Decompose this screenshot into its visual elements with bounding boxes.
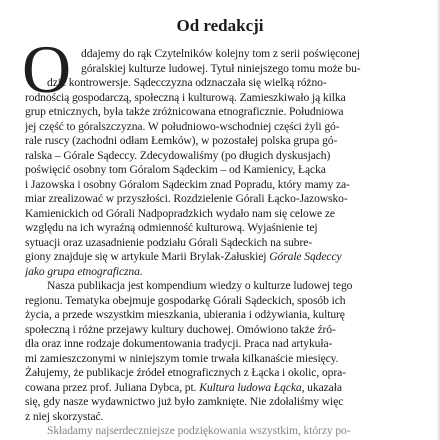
- text-line: Żałujemy, że publikacje źródeł etnograficznych z Łącka i okolic, opra-: [25, 366, 346, 379]
- text-line: Składamy najserdeczniejsze podziękowania wszystkim, którzy po-: [47, 424, 351, 437]
- text-line: cowana przez prof. Juliana Dybca, pt. Kultura ludowa Łącka, ukazała: [25, 380, 342, 394]
- text-line: ddajemy do rąk Czytelników kolejny tom z serii poświęconej: [81, 47, 360, 60]
- text-line: się, gdy nasze wydawnictwo już było zamknięte. Nie zdołaliśmy więc: [25, 395, 344, 408]
- text-line: dzić kontrowersje. Sądecczyzna odznaczała się wielką różno-: [47, 76, 327, 89]
- text-line: życia, a przede wszystkim mieszkania, ubierania i odżywiania, kulturę: [25, 308, 345, 321]
- text-line: jej część to góralszczyzna. W południowo-wschodniej części żyli gó-: [25, 119, 340, 133]
- text-line: sytuacji oraz uzasadnienie podziału Górali Sądeckich na subre-: [25, 235, 313, 249]
- page-edge-shadow: [436, 0, 440, 440]
- text-line: jako grupa etnograficzna.: [25, 264, 143, 278]
- text-line: dła oraz inne rodzaje dokumentowania tradycji. Praca nad artykuła-: [25, 337, 333, 350]
- section-title: Od redakcji: [176, 16, 264, 35]
- text-line: mi zamieszczonymi w niniejszym tomie trwała kilkanaście miesięcy.: [25, 351, 339, 365]
- text-line: poświęcić osobny tom Góralom Sądeckim – od Kamienicy, Łącka: [25, 163, 326, 176]
- drop-cap: O: [22, 31, 72, 107]
- text-line: miar zrealizować w przyszłości. Rozdzielenie Górali Łącko-Jazowsko-: [25, 192, 348, 205]
- text-line: regionu. Tematyka obejmuje gospodarkę Górali Sądeckich, sposób ich: [25, 293, 346, 307]
- text-line: Kamienickich od Górali Nadpopradzkich wydało nam się celowe ze: [25, 206, 335, 220]
- text-line: względu na ich wyraźną odmienność kulturową. Wyjaśnienie tej: [25, 221, 318, 234]
- text-line: grup etnicznych, była także zróżnicowana etnograficznie. Południowa: [25, 105, 344, 118]
- text-line: rodnością gospodarczą, społeczną i kulturową. Zamieszkiwało ją kilka: [25, 90, 346, 104]
- body-text: [25, 47, 425, 439]
- text-line: z niej skorzystać.: [25, 409, 104, 423]
- text-line: ralska – Górale Sądeccy. Zdecydowaliśmy (po długich dyskusjach): [25, 148, 331, 162]
- text-line: giony znajduje się w artykule Marii Brylak-Załuskiej Górale Sądeccy: [25, 250, 342, 263]
- text-line: społeczną i różne przejawy kultury duchowej. Omówiono także źró-: [25, 322, 336, 336]
- text-line: rale ruscy (zachodni odłam Łemków), w pozostałej polska grupa gó-: [25, 134, 338, 147]
- text-line: Nasza publikacja jest kompendium wiedzy o kulturze ludowej tego: [47, 279, 353, 292]
- text-line: góralskiej kulturze ludowej. Tytuł niniejszego tomu może bu-: [81, 61, 361, 75]
- text-line: i Jazowska i osobny Góralom Sądeckim znad Popradu, który mamy za-: [25, 177, 350, 191]
